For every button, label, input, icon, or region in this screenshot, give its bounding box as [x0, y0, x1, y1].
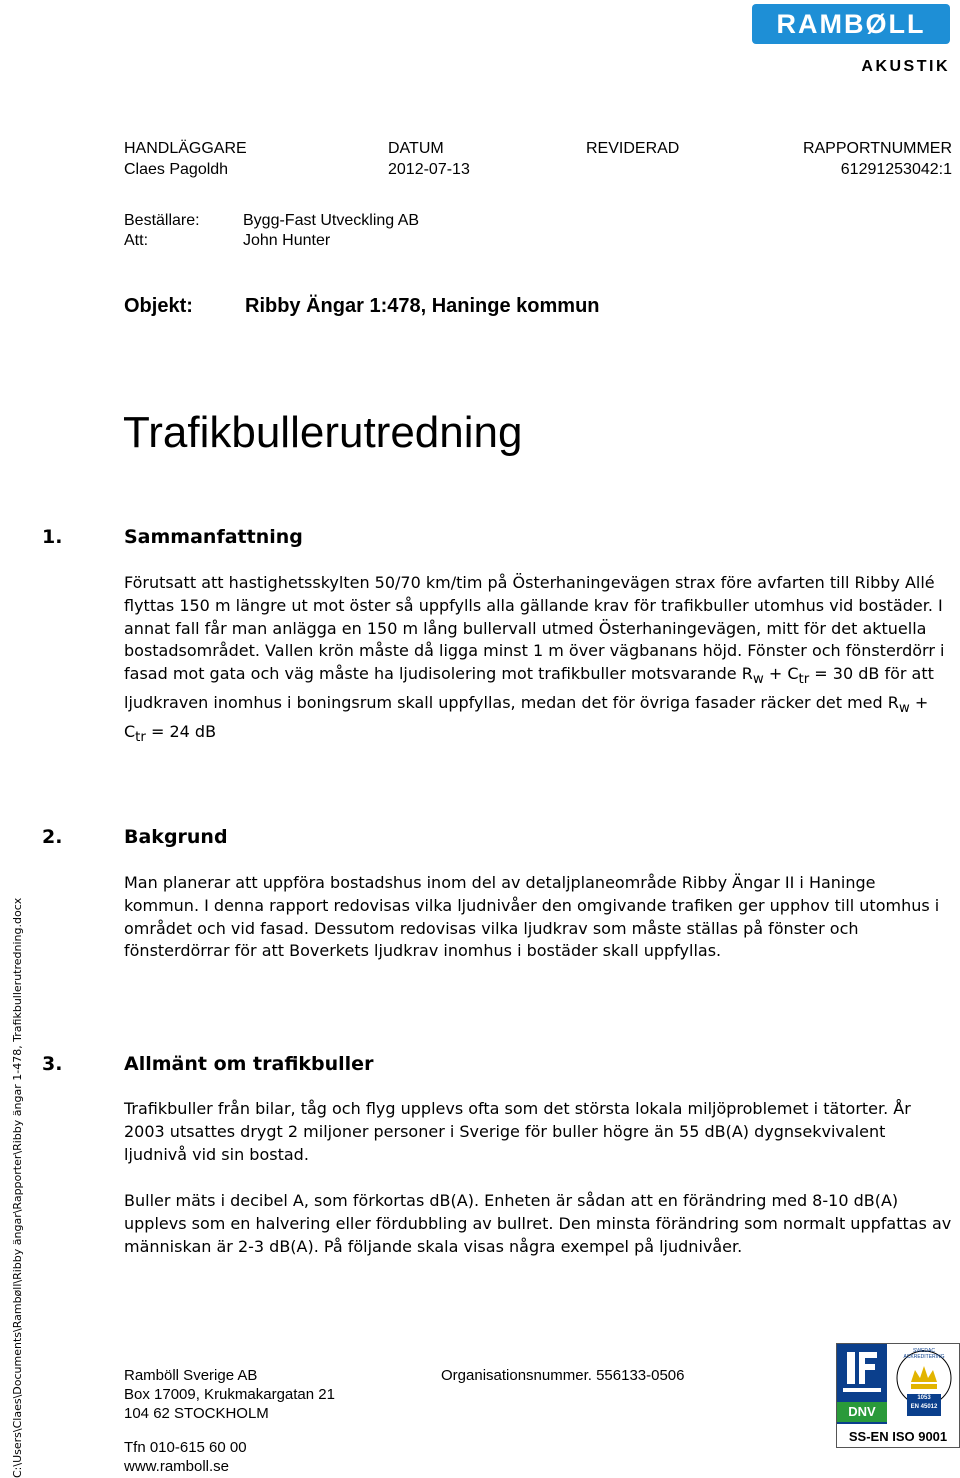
datum-value: 2012-07-13 [388, 161, 470, 178]
section-heading: Allmänt om trafikbuller [124, 1053, 374, 1075]
certification-badge [836, 1343, 960, 1448]
section-body [124, 572, 952, 750]
reviderad-label: REVIDERAD [586, 140, 680, 157]
footer-address [124, 1366, 335, 1423]
iso-label: SS-EN ISO 9001 [848, 1429, 948, 1444]
dnv-logo [837, 1344, 887, 1424]
section-body [124, 1098, 952, 1166]
handlaggare-label: HANDLÄGGARE [124, 140, 247, 157]
section-heading: Sammanfattning [124, 526, 303, 548]
rapportnummer-label: RAPPORTNUMMER [802, 140, 952, 157]
department-label: AKUSTIK [861, 58, 950, 75]
rapportnummer-block [803, 138, 952, 180]
att-value: John Hunter [243, 232, 331, 249]
handlaggare-value: Claes Pagoldh [124, 161, 229, 178]
footer-company: Ramböll Sverige AB [124, 1367, 258, 1384]
footer-web: www.ramboll.se [124, 1458, 230, 1475]
footer-contact [124, 1438, 247, 1476]
section-body [124, 872, 952, 963]
swedac-number: 1053 EN 45012 [910, 1395, 938, 1410]
document-path: C:\Users\Claes\Documents\Rambøll\Ribby ängar\Rapporter\Ribby ängar 1-478, Trafikbullerutredning.docx [11, 897, 24, 1478]
section-number: 2. [42, 826, 63, 848]
swedac-text: SWEDAC ACKREDITERING [903, 1348, 945, 1360]
section-number: 3. [42, 1053, 63, 1075]
paragraph: Man planerar att uppföra bostadshus inom del av detaljplaneområde Ribby Ängar II i Haninge kommun. I denna rapport redovisas vilka ljudnivåer den omgivande trafiken ger upphov till utomhus i området och vid fasad. Dessutom redovisas vilka ljudkrav som måste ställas på fönster och fönsterdörrar för att Boverkets ljudkrav inomhus i bostäder skall uppfyllas. [124, 873, 940, 961]
reviderad-block [586, 138, 679, 159]
footer-address-line: 104 62 STOCKHOLM [124, 1405, 269, 1422]
document-title: Trafikbullerutredning [123, 408, 523, 457]
footer-phone: Tfn 010-615 60 00 [124, 1439, 247, 1456]
objekt-value: Ribby Ängar 1:478, Haninge kommun [245, 295, 600, 317]
att-label: Att: [124, 232, 149, 249]
section-number: 1. [42, 526, 63, 548]
swedac-logo [893, 1348, 955, 1422]
datum-block [388, 138, 470, 180]
bestallare-value: Bygg-Fast Utveckling AB [243, 212, 420, 229]
rapportnummer-value: 61291253042:1 [840, 161, 952, 178]
dnv-text: DNV [837, 1402, 887, 1422]
ramboll-logo: RAMBØLL [752, 4, 950, 44]
section-body [124, 1190, 952, 1258]
footer-address-line: Box 17009, Krukmakargatan 21 [124, 1386, 335, 1403]
footer-orgnr: Organisationsnummer. 556133-0506 [441, 1367, 685, 1384]
datum-label: DATUM [388, 140, 444, 157]
handlaggare-block [124, 138, 247, 180]
dnv-emblem-icon [837, 1344, 887, 1400]
paragraph: Trafikbuller från bilar, tåg och flyg upplevs ofta som det största lokala miljöproblemet i tätorter. År 2003 utsattes drygt 2 miljoner personer i Sverige för buller högre än 55 dB(A) dygnsekvivalent ljudnivå vid sin bostad. [124, 1099, 911, 1164]
bestallare-label: Beställare: [124, 212, 200, 229]
paragraph: Förutsatt att hastighetsskylten 50/70 km/tim på Österhaningevägen strax före avfarten till Ribby Allé flyttas 150 m längre ut mot öster så uppfylls alla gällande krav för trafikbuller utomhus vid bostäder. I annat fall får man anlägga en 150 m lång bullervall utmed Österhaningevägen, mitt för det aktuella bostadsområdet. Vallen krön måste då ligga minst 1 m över vägbanans höjd. Fönster och fönsterdörr i fasad mot gata och väg måste ha ljudisolering mot trafikbuller motsvarande $R_w + C_{tr} = 30$ dB för att ljudkraven inomhus i boningsrum skall uppfyllas, medan det för övriga fasader räcker det med $R_w + C_{tr} = 24$ dB [124, 573, 945, 746]
paragraph: Buller mäts i decibel A, som förkortas dB(A). Enheten är sådan att en förändring med 8-10 dB(A) upplevs som en halvering eller fördubbling av bullret. Den minsta förändring som normalt uppfattas av människan är 2-3 dB(A). På följande skala visas några exempel på ljudnivåer. [124, 1191, 952, 1256]
section-heading: Bakgrund [124, 826, 228, 848]
objekt-label: Objekt: [124, 295, 193, 317]
